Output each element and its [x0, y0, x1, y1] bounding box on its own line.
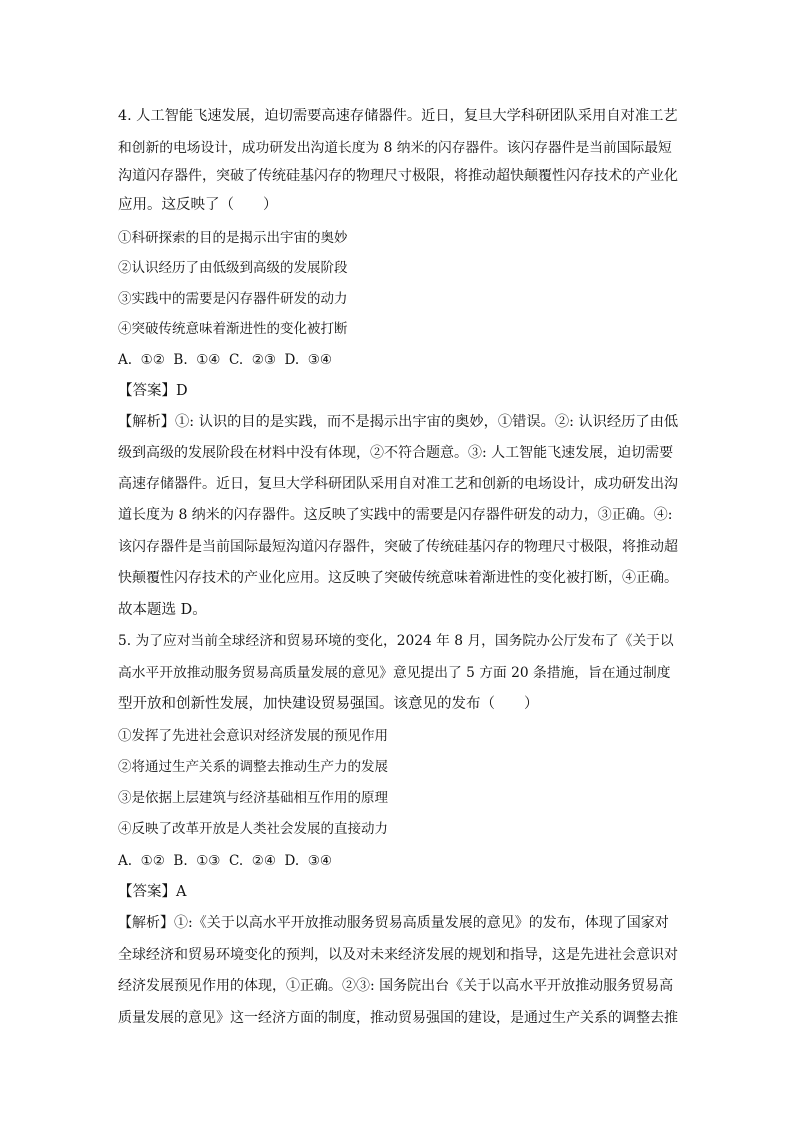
q4-stem-line: 4. 人工智能飞速发展，迫切需要高速存储器件。近日，复旦大学科研团队采用自对准工艺 — [118, 108, 678, 124]
q4-stem-line: 沟道闪存器件，突破了传统硅基闪存的物理尺寸极限，将推动超快颠覆性闪存技术的产业化 — [118, 168, 678, 184]
q5-analysis-line: 【解析】①:《关于以高水平开放推动服务贸易高质量发展的意见》的发布，体现了国家对 — [118, 915, 669, 931]
q5-analysis-line: 全球经济和贸易环境变化的预判，以及对未来经济发展的规划和指导，这是先进社会意识对 — [118, 947, 678, 963]
q4-analysis-line: 【解析】①: 认识的目的是实践，而不是揭示出宇宙的奥妙，①错误。②: 认识经历了由低 — [118, 414, 679, 430]
q5-analysis-line: 质量发展的意见》这一经济方面的制度，推动贸易强国的建设，是通过生产关系的调整去推 — [118, 1010, 678, 1026]
q4-analysis-line: 该闪存器件是当前国际最短沟道闪存器件，突破了传统硅基闪存的物理尺寸极限，将推动超 — [118, 539, 678, 555]
q4-analysis-line: 故本题选 D。 — [118, 602, 207, 618]
q5-stem-line: 型开放和创新性发展，加快建设贸易强国。该意见的发布（ ） — [118, 696, 539, 712]
q5-answer: 【答案】A — [118, 884, 187, 900]
q5-option: ④反映了改革开放是人类社会发展的直接动力 — [118, 821, 388, 837]
q5-analysis-line: 经济发展预见作用的体现，①正确。②③: 国务院出台《关于以高水平开放推动服务贸易高 — [118, 978, 674, 994]
q4-analysis-line: 高速存储器件。近日，复旦大学科研团队采用自对准工艺和创新的电场设计，成功研发出沟 — [118, 476, 678, 492]
q4-analysis-line: 快颠覆性闪存技术的产业化应用。这反映了突破传统意味着渐进性的变化被打断，④正确。 — [118, 570, 678, 586]
q5-stem-line: 5. 为了应对当前全球经济和贸易环境的变化，2024 年 8 月，国务院办公厅发布了《关于以 — [118, 633, 674, 649]
q4-option: ②认识经历了由低级到高级的发展阶段 — [118, 260, 348, 276]
q5-option: ③是依据上层建筑与经济基础相互作用的原理 — [118, 790, 388, 806]
q4-stem-line: 和创新的电场设计，成功研发出沟道长度为 8 纳米的闪存器件。该闪存器件是当前国际最短 — [118, 140, 672, 156]
q4-stem-line: 应用。这反映了（ ） — [118, 197, 278, 213]
q5-choices: A. ①② B. ①③ C. ②④ D. ③④ — [118, 853, 332, 869]
q5-option: ①发挥了先进社会意识对经济发展的预见作用 — [118, 728, 388, 744]
q5-stem-line: 高水平开放推动服务贸易高质量发展的意见》意见提出了 5 方面 20 条措施，旨在通过制度 — [118, 665, 671, 681]
q4-analysis-line: 级到高级的发展阶段在材料中没有体现，②不符合题意。③: 人工智能飞速发展，迫切需要 — [118, 445, 674, 461]
q4-choices: A. ①② B. ①④ C. ②③ D. ③④ — [118, 352, 332, 368]
q4-analysis-line: 道长度为 8 纳米的闪存器件。这反映了实践中的需要是闪存器件研发的动力，③正确。④: — [118, 507, 673, 523]
q4-option: ①科研探索的目的是揭示出宇宙的奥妙 — [118, 230, 348, 246]
q4-answer: 【答案】D — [118, 383, 188, 399]
q4-option: ④突破传统意味着渐进性的变化被打断 — [118, 321, 348, 337]
q4-option: ③实践中的需要是闪存器件研发的动力 — [118, 291, 348, 307]
q5-option: ②将通过生产关系的调整去推动生产力的发展 — [118, 759, 388, 775]
